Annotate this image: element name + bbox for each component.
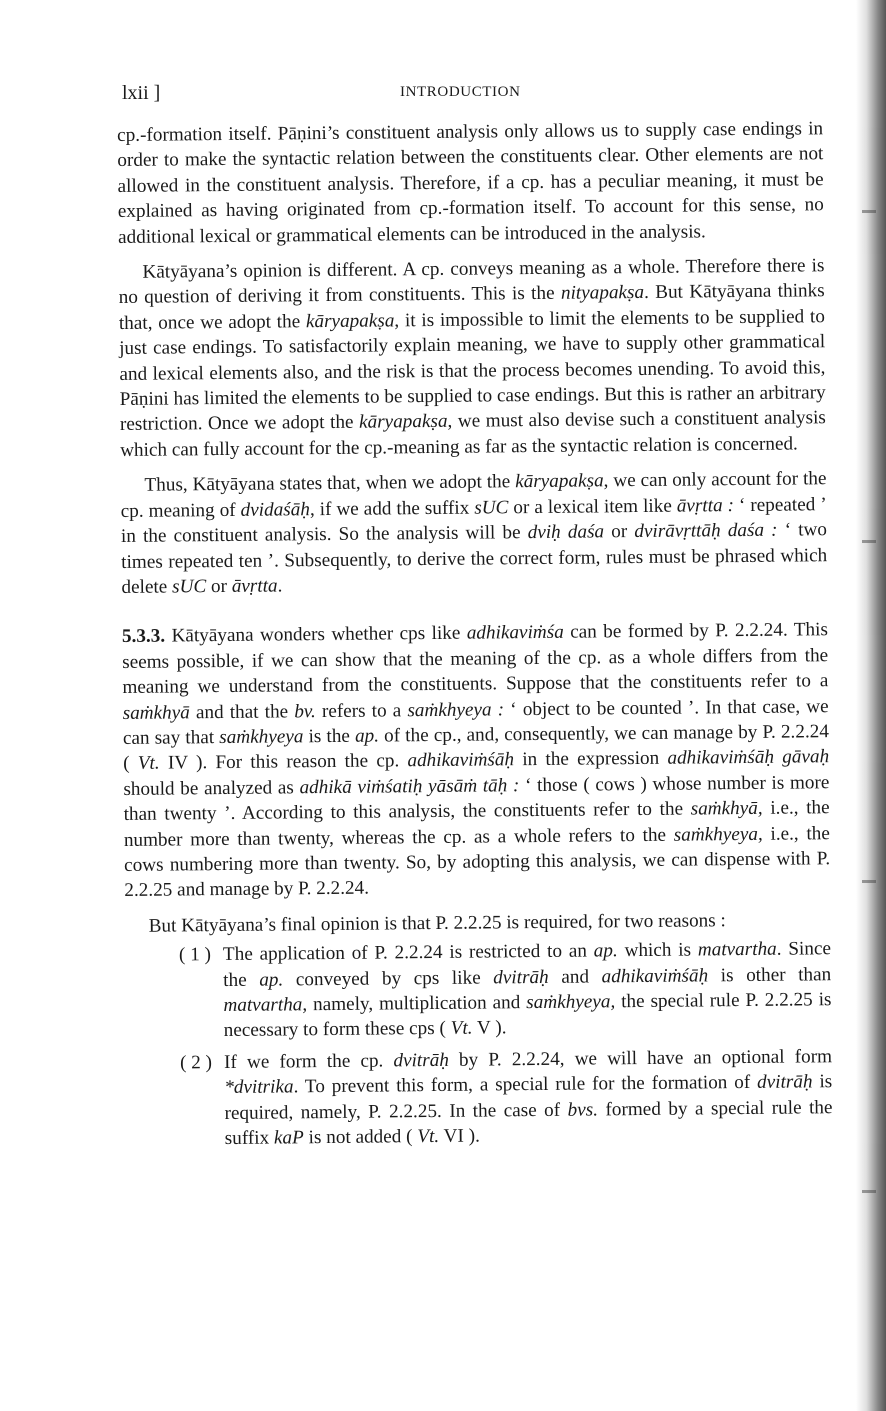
paragraph-2: Kātyāyana’s opinion is different. A cp. conveys meaning as a whole. Therefore there is no question of deriving it from constituents. This is the nityapakṣa. But Kātyāyana thinks that, once we adopt the kāryapakṣa, it is impossible to limit the elements to be supplied to just case endings. To satisfactorily explain meaning, we have to supply other grammatical and lexical elements also, and the risk is that the process becomes unending. To avoid this, Pāṇini has limited the elements to be supplied to case endings. But this is rather an arbitrary restriction. Once we adopt the kāryapakṣa, we must also devise such a constituent analysis which can fully account for the cp.-meaning as far as the syntactic relation is concerned. [118, 255, 826, 461]
reason-number: ( 2 ) [179, 1051, 213, 1074]
page-header [122, 82, 822, 112]
paragraph-final-opinion: But Kātyāyana’s final opinion is that P. 2.2.25 is required, for two reasons : [148, 909, 726, 937]
running-head: INTRODUCTION [400, 84, 521, 100]
paragraph-3: Thus, Kātyāyana states that, when we adopt the kāryapakṣa, we can only account for the cp. meaning of dvidaśāḥ, if we add the suffix sUC or a lexical item like āvṛtta : ‘ repeated ’ in the constituent analysis. So the analysis will be dviḥ daśa or dvirāvṛttāḥ daśa : ‘ two times repeated ten ’. Subsequently, to derive the correct form, rules must be phrased which delete sUC or āvṛtta. [120, 468, 828, 598]
page-number: lxii ] [122, 82, 161, 104]
reason-1: ( 1 ) The application of P. 2.2.24 is restricted to an ap. which is matvartha. Since the ap. conveyed by cps like dvitrāḥ and adhikaviṁśāḥ is other than matvartha, namely, multiplication and saṁkhyeya, the special rule P. 2.2.25 is necessary to form these cps ( Vt. V ). [178, 938, 832, 1042]
section-5-3-3: 5.3.3. Kātyāyana wonders whether cps like adhikaviṁśa can be formed by P. 2.2.24. This seems possible, if we can show that the meaning of the cp. as a whole differs from the meaning we understand from the constituents. Suppose that the constituents refer to a saṁkhyā and that the bv. refers to a saṁkhyeya : ‘ object to be counted ’. In that case, we can say that saṁkhyeya is the ap. of the cp., and, consequently, we can manage by P. 2.2.24 ( Vt. IV ). For this reason the cp. adhikaviṁśāḥ in the expression adhikaviṁśāḥ gāvaḥ should be analyzed as adhikā viṁśatiḥ yāsāṁ tāḥ : ‘ those ( cows ) whose number is more than twenty ’. According to this analysis, the constituents refer to the saṁkhyā, i.e., the number more than twenty, whereas the cp. as a whole refers to the saṁkhyeya, i.e., the cows numbering more than twenty. So, by adopting this analysis, we can dispense with P. 2.2.25 and manage by P. 2.2.24. [121, 619, 831, 902]
reason-number: ( 1 ) [178, 944, 212, 966]
section-number: 5.3.3. [121, 625, 166, 648]
edge-speck [862, 540, 876, 543]
scanned-page-edge [856, 0, 886, 1411]
paragraph-1: cp.-formation itself. Pāṇini’s constituent analysis only allows us to supply case endings in order to make the syntactic relation between the constituents clear. Other elements are not allowed in the constituent analysis. Therefore, if a cp. has a peculiar meaning, it must be explained as having originated from cp.-formation itself. To account for this sense, no additional lexical or grammatical elements can be introduced in the analysis. [117, 118, 824, 248]
edge-speck [862, 210, 876, 213]
body-text [117, 116, 833, 1158]
edge-speck [862, 880, 876, 883]
reason-2: ( 2 ) If we form the cp. dvitrāḥ by P. 2.2.24, we will have an optional form *dvitrika. To prevent this form, a special rule for the formation of dvitrāḥ is required, namely, P. 2.2.25. In the case of bvs. formed by a special rule the suffix kaP is not added ( Vt. VI ). [179, 1045, 833, 1150]
edge-speck [862, 1190, 876, 1193]
